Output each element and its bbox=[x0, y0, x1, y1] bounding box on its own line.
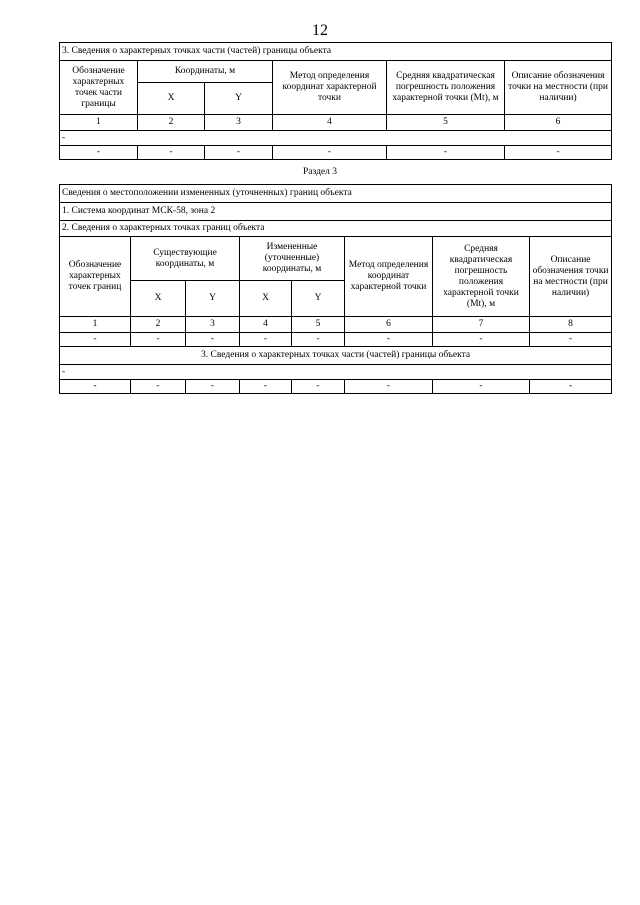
table-cell: - bbox=[186, 380, 240, 394]
table-cell: - bbox=[530, 333, 612, 347]
table-cell: - bbox=[131, 380, 186, 394]
table-cell: - bbox=[60, 146, 138, 160]
header-changed-coords: Измененные (уточненные) координаты, м bbox=[240, 237, 345, 281]
column-number: 5 bbox=[292, 317, 345, 333]
table-cell: - bbox=[273, 146, 387, 160]
parts-points-table bbox=[59, 42, 612, 160]
column-number: 3 bbox=[186, 317, 240, 333]
header-existing-coords: Существующие координаты, м bbox=[131, 237, 240, 281]
table-cell: - bbox=[240, 380, 292, 394]
column-number: 4 bbox=[273, 115, 387, 131]
header-accuracy: Средняя квадратическая погрешность положения характерной точки (Mt), м bbox=[387, 61, 505, 115]
table-cell: - bbox=[60, 333, 131, 347]
column-number: 5 bbox=[387, 115, 505, 131]
column-number: 2 bbox=[138, 115, 205, 131]
changed-boundaries-table bbox=[59, 184, 612, 394]
header-y: Y bbox=[292, 281, 345, 317]
part-label-row: - bbox=[60, 365, 612, 380]
header-designation: Обозначение характерных точек границ bbox=[60, 237, 131, 317]
header-x: X bbox=[138, 83, 205, 115]
header-method: Метод определения координат характерной точки bbox=[273, 61, 387, 115]
table-cell: - bbox=[60, 380, 131, 394]
table-cell: - bbox=[138, 146, 205, 160]
table-cell: - bbox=[505, 146, 612, 160]
table-cell: - bbox=[205, 146, 273, 160]
part-label-row: - bbox=[60, 131, 612, 146]
header-coords: Координаты, м bbox=[138, 61, 273, 83]
header-y: Y bbox=[205, 83, 273, 115]
header-x: X bbox=[240, 281, 292, 317]
table-heading: Сведения о местоположении измененных (уточненных) границ объекта bbox=[60, 185, 612, 203]
table-cell: - bbox=[292, 333, 345, 347]
coordinate-system: 1. Система координат МСК-58, зона 2 bbox=[60, 203, 612, 221]
page-number: 12 bbox=[312, 22, 328, 39]
parts-heading: 3. Сведения о характерных точках части (частей) границы объекта bbox=[60, 347, 612, 365]
column-number: 1 bbox=[60, 317, 131, 333]
header-x: X bbox=[131, 281, 186, 317]
column-number: 2 bbox=[131, 317, 186, 333]
section-title: Раздел 3 bbox=[303, 167, 337, 177]
header-method: Метод определения координат характерной точки bbox=[345, 237, 433, 317]
table-cell: - bbox=[131, 333, 186, 347]
header-accuracy: Средняя квадратическая погрешность положения характерной точки (Mt), м bbox=[433, 237, 530, 317]
column-number: 8 bbox=[530, 317, 612, 333]
table-cell: - bbox=[186, 333, 240, 347]
points-heading: 2. Сведения о характерных точках границ объекта bbox=[60, 221, 612, 237]
column-number: 7 bbox=[433, 317, 530, 333]
header-designation: Обозначение характерных точек части границы bbox=[60, 61, 138, 115]
column-number: 6 bbox=[505, 115, 612, 131]
table-cell: - bbox=[345, 380, 433, 394]
column-number: 3 bbox=[205, 115, 273, 131]
table-cell: - bbox=[530, 380, 612, 394]
header-y: Y bbox=[186, 281, 240, 317]
table-heading: 3. Сведения о характерных точках части (частей) границы объекта bbox=[60, 43, 612, 61]
table-cell: - bbox=[240, 333, 292, 347]
header-description: Описание обозначения точки на местности (при наличии) bbox=[530, 237, 612, 317]
header-description: Описание обозначения точки на местности (при наличии) bbox=[505, 61, 612, 115]
table-cell: - bbox=[387, 146, 505, 160]
column-number: 4 bbox=[240, 317, 292, 333]
table-cell: - bbox=[345, 333, 433, 347]
table-cell: - bbox=[433, 333, 530, 347]
column-number: 6 bbox=[345, 317, 433, 333]
table-cell: - bbox=[433, 380, 530, 394]
table-cell: - bbox=[292, 380, 345, 394]
column-number: 1 bbox=[60, 115, 138, 131]
